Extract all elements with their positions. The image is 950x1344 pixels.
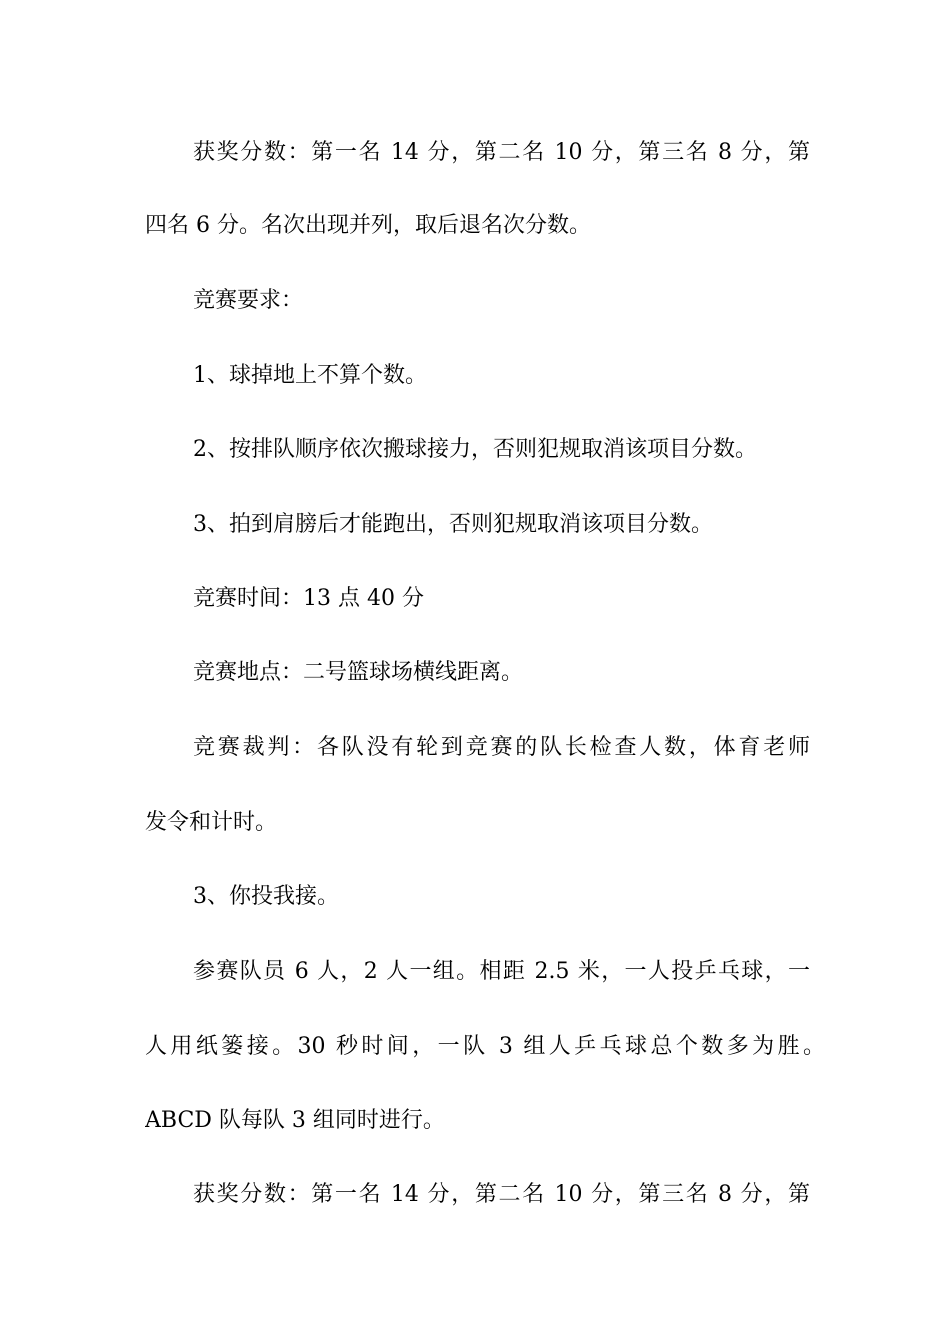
paragraph-line: 竞赛裁判：各队没有轮到竞赛的队长检查人数，体育老师 [193, 735, 810, 760]
paragraph-line: 获奖分数：第一名 14 分，第二名 10 分，第三名 8 分，第 [193, 140, 810, 165]
paragraph-line: 竞赛时间：13 点 40 分 [193, 586, 424, 611]
list-item: 2、按排队顺序依次搬球接力，否则犯规取消该项目分数。 [193, 437, 757, 462]
paragraph-line: 获奖分数：第一名 14 分，第二名 10 分，第三名 8 分，第 [193, 1182, 810, 1207]
paragraph-line: ABCD 队每队 3 组同时进行。 [145, 1108, 445, 1133]
section-heading: 3、你投我接。 [193, 884, 339, 909]
list-item: 1、球掉地上不算个数。 [193, 363, 427, 388]
paragraph-line: 竞赛地点：二号篮球场横线距离。 [193, 660, 524, 685]
paragraph-line: 人用纸篓接。30 秒时间，一队 3 组人乒乓球总个数多为胜。 [145, 1034, 825, 1059]
list-item: 3、拍到肩膀后才能跑出，否则犯规取消该项目分数。 [193, 512, 713, 537]
paragraph-line: 发令和计时。 [145, 810, 278, 835]
section-heading: 竞赛要求： [193, 288, 304, 313]
paragraph-line: 四名 6 分。名次出现并列，取后退名次分数。 [145, 213, 591, 238]
paragraph-line: 参赛队员 6 人，2 人一组。相距 2.5 米，一人投乒乓球，一 [193, 959, 810, 984]
